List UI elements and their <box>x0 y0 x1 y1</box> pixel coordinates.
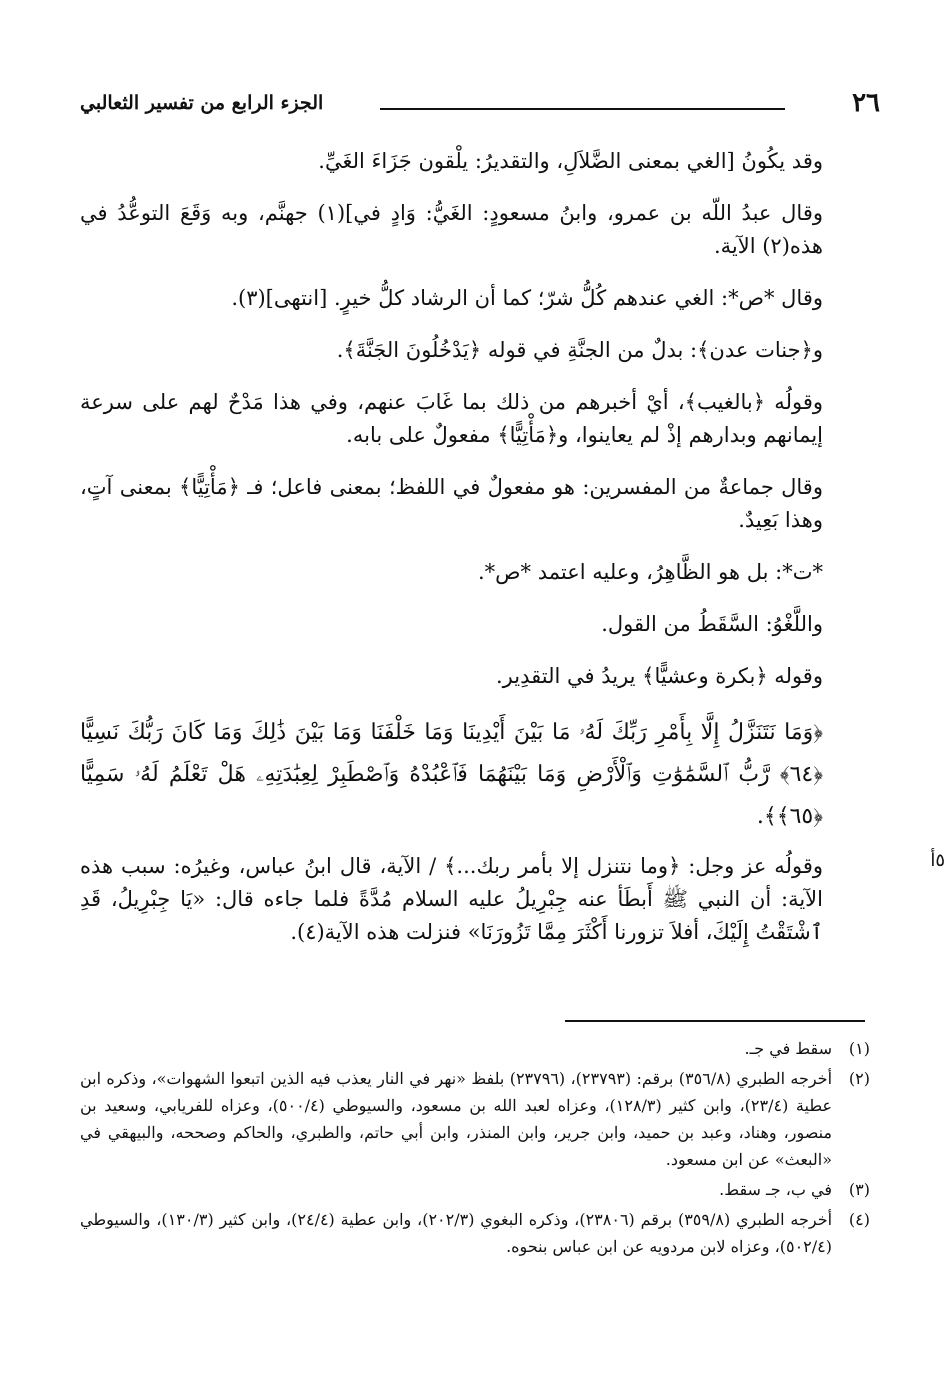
paragraph: وقال جماعةٌ من المفسرين: هو مفعولٌ في اللفظ؛ بمعنى فاعل؛ فـ ﴿مَأْتِيًّا﴾ بمعنى آتٍ، وهذا بَعِيدٌ. <box>80 475 823 532</box>
paragraph: وقال *ص*: الغي عندهم كُلُّ شرّ؛ كما أن الرشاد كلُّ خيرٍ. [انتهى](٣). <box>231 286 823 310</box>
paragraph: وقولُه عز وجل: ﴿وما نتنزل إلا بأمر ربك...﴾ / الآية، قال ابنُ عباس، وغيرُه: سبب هذه الآية: أن النبي ﷺ أَبطَأ عنه جِبْرِيلُ عليه السلام مُدَّةً فلما جاءه قال: «يَا جِبْرِيلُ، قَدِ ٱشْتَقْتُ إِلَيْكَ، أفلاَ تزورنا أَكْثَرَ مِمَّا تَزُورَنَا» فنزلت هذه الآية(٤). <box>80 854 823 944</box>
footnote-rule <box>565 1020 865 1022</box>
page-number: ٢٦ <box>852 88 880 118</box>
footnote <box>80 1035 870 1062</box>
footnote <box>80 1065 870 1173</box>
footnote-text: أخرجه الطبري (٣٥٦/٨) برقم: (٢٣٧٩٣)، (٢٣٧٩٦) بلفظ «نهر في النار يعذب فيه الذين اتبعوا الشهوات»، وذكره ابن عطية (٢٣/٤)، وابن كثير (١٢٨/٣)، وعزاه لعبد الله بن مسعود، والسيوطي (٥٠٠/٤)، وعزاه للفريابي، وسعيد بن منصور، وهناد، وعبد بن حميد، وابن جرير، وابن المنذر، وابن أبي حاتم، والطبري، والحاكم وصححه، والبيهقي في «البعث» عن ابن مسعود. <box>80 1069 833 1169</box>
footnote-number: (٢) <box>848 1069 870 1088</box>
quran-verse: ﴿وَمَا نَتَنَزَّلُ إِلَّا بِأَمْرِ رَبِّكَ لَهُۥ مَا بَيْنَ أَيْدِينَا وَمَا خَلْفَنَا وَمَا بَيْنَ ذَٰلِكَ وَمَا كَانَ رَبُّكَ نَسِيًّا ﴿٦٤﴾ رَّبُّ ٱلسَّمَٰوَٰتِ وَٱلْأَرْضِ وَمَا بَيْنَهُمَا فَٱعْبُدْهُ وَٱصْطَبِرْ لِعِبَٰدَتِهِۦ هَلْ تَعْلَمُ لَهُۥ سَمِيًّا ﴿٦٥﴾﴾. <box>80 720 823 829</box>
paragraph: وقولُه ﴿بالغيب﴾، أيْ أخبرهم من ذلك بما غَابَ عنهم، وفي هذا مَدْحٌ لهم على سرعة إيمانهم وبدارهم إذْ لم يعاينوا، و﴿مَأْتِيًّا﴾ مفعولٌ على بابه. <box>80 390 823 447</box>
header-rule <box>380 108 785 110</box>
footnote-text: سقط في جـ. <box>744 1039 832 1058</box>
footnote-number: (٣) <box>848 1180 870 1199</box>
footnote <box>80 1176 870 1203</box>
paragraph: وقال عبدُ اللّه بن عمرو، وابنُ مسعودٍ: الغَيُّ: وَادٍ في](١) جهنَّم، وبه وَقَعَ التوعُّدُ في هذه(٢) الآية. <box>80 201 824 258</box>
footnote-number: (١) <box>848 1039 870 1058</box>
footnotes <box>80 1035 870 1263</box>
paragraph: *ت*: بل هو الظَّاهِرُ، وعليه اعتمد *ص*. <box>477 560 823 584</box>
paragraph: وقوله ﴿بكرة وعشيًّا﴾ يريدُ في التقدِير. <box>495 664 823 688</box>
main-text <box>80 145 945 968</box>
footnote-number: (٤) <box>848 1210 870 1229</box>
paragraph: و﴿جنات عدن﴾: بدلٌ من الجنَّةِ في قوله ﴿يَدْخُلُونَ الجَنَّةَ﴾. <box>336 338 823 362</box>
footnote-text: في ب، جـ سقط. <box>719 1180 832 1199</box>
footnote-text: أخرجه الطبري (٣٥٩/٨) برقم (٢٣٨٠٦)، وذكره البغوي (٢٠٢/٣)، وابن عطية (٢٤/٤)، وابن كثير (١٣٠/٣)، والسيوطي (٥٠٢/٤)، وعزاه لابن مردويه عن ابن عباس بنحوه. <box>80 1210 833 1256</box>
running-title: الجزء الرابع من تفسير الثعالبي <box>80 92 324 114</box>
footnote <box>80 1206 870 1260</box>
last-paragraph-wrap <box>80 850 945 949</box>
paragraph: واللَّغْوُ: السَّقَطُ من القول. <box>601 612 823 636</box>
margin-note: ٥أ <box>930 850 945 871</box>
page-header <box>80 88 880 128</box>
paragraph: وقد يكُونُ [الغي بمعنى الضَّلاَلِ، والتقديرُ: يلْقون جَزَاءَ الغَيِّ. <box>318 149 823 173</box>
